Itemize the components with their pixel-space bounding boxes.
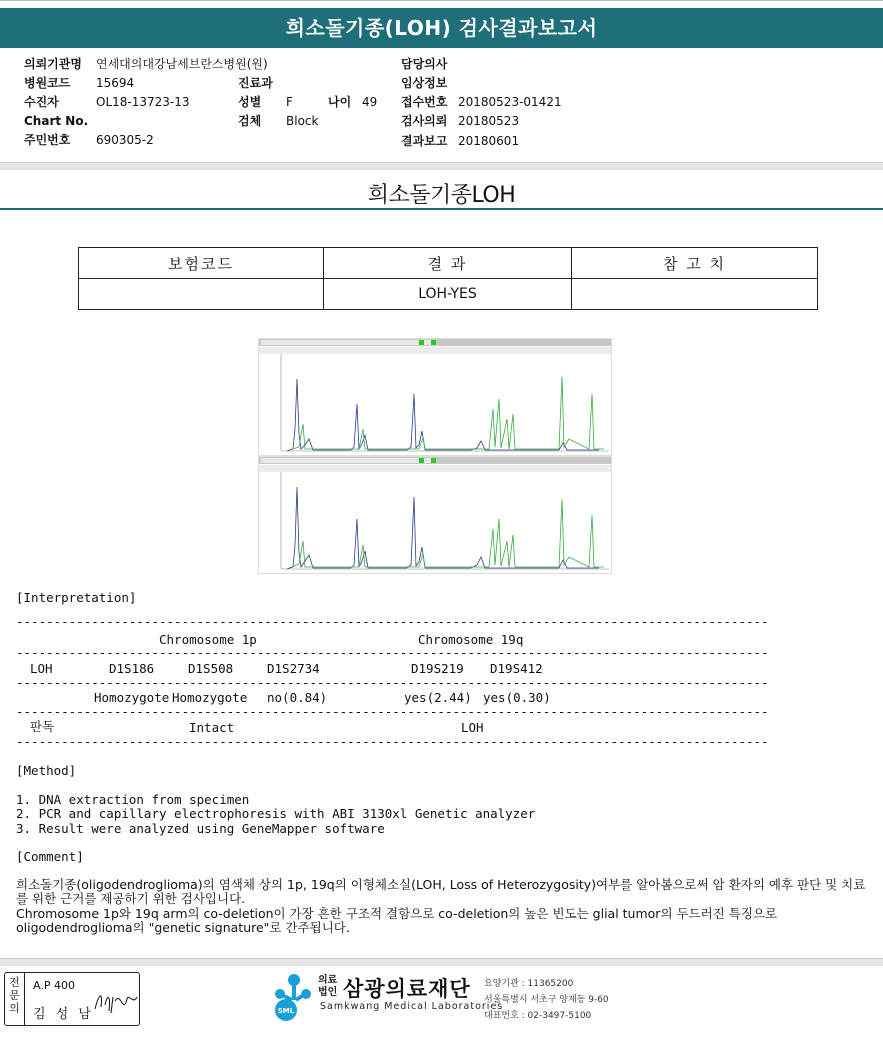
- marker-d1s186: D1S186: [109, 661, 155, 676]
- signature-side-label: 전문의: [5, 973, 25, 1025]
- cell-insurance-code: [79, 279, 324, 310]
- value-specimen: Block: [286, 114, 319, 128]
- logo-text: SML: [277, 1007, 295, 1015]
- label-department: 진료과: [238, 76, 273, 90]
- section-title: 희소돌기종LOH: [367, 183, 516, 208]
- result-d19s219: yes(2.44): [404, 690, 472, 705]
- comment-paragraph-2: Chromosome 1p와 19q arm의 co-deletion이 가장 흔한 구조적 결함으로 co-deletion의 높은 빈도는 glial tumor의 두드러진 특징으로 oligodendroglioma의 "genetic signature"로 간주됩니다.: [16, 906, 778, 935]
- contact-phone: 대표번호 : 02-3497-5100: [484, 1011, 592, 1021]
- label-report-date: 결과보고: [401, 134, 448, 148]
- label-specimen: 검체: [238, 114, 262, 128]
- label-patient: 수진자: [24, 95, 59, 109]
- label-clinical-info: 임상정보: [401, 76, 448, 90]
- marker-d19s412: D19S412: [490, 661, 543, 676]
- value-sex: F: [286, 95, 293, 109]
- label-age: 나이: [328, 95, 352, 109]
- verdict-label: 판독: [30, 719, 55, 734]
- value-report-date: 20180601: [458, 134, 520, 148]
- header-result: 결 과: [324, 248, 572, 279]
- brand-english-name: Samkwang Medical Laboratories: [320, 1001, 504, 1012]
- value-accession-no: 20180523-01421: [458, 95, 562, 109]
- verdict-1p: Intact: [189, 720, 235, 735]
- method-item-1: 1. DNA extraction from specimen: [16, 792, 250, 807]
- verdict-19q: LOH: [461, 720, 484, 735]
- label-sex: 성별: [238, 95, 262, 109]
- value-hospital-code: 15694: [96, 76, 135, 90]
- label-request-date: 검사의뢰: [401, 114, 448, 128]
- patient-info-col1: [24, 55, 268, 150]
- header-reference: 참 고 치: [572, 248, 818, 279]
- value-patient: OL18-13723-13: [96, 95, 190, 109]
- rule-1: ----------------------------------------------------------------------------------------------------: [16, 614, 769, 629]
- rule-3: ----------------------------------------------------------------------------------------------------: [16, 675, 769, 690]
- signature-name: 김 성 남: [33, 1007, 94, 1022]
- label-doctor: 담당의사: [401, 57, 448, 71]
- value-age: 49: [362, 95, 378, 109]
- label-chart-no: Chart No.: [24, 114, 89, 128]
- contact-info: [484, 976, 609, 1024]
- contact-address: 서울특별시 서초구 양재동 9-60: [484, 995, 609, 1005]
- header-insurance-code: 보험코드: [79, 248, 324, 279]
- method-item-2: 2. PCR and capillary electrophoresis with ABI 3130xl Genetic analyzer: [16, 806, 536, 821]
- header-separator: [0, 162, 883, 170]
- label-resident-no: 주민번호: [24, 133, 71, 147]
- signature-license: A.P 400: [33, 979, 75, 992]
- chromosome-19q-label: Chromosome 19q: [418, 632, 524, 647]
- rule-2: ----------------------------------------------------------------------------------------------------: [16, 645, 769, 660]
- cell-reference: [572, 279, 818, 310]
- result-d19s412: yes(0.30): [483, 690, 551, 705]
- patient-info-col2: [238, 74, 377, 131]
- interpretation-heading: [Interpretation]: [16, 590, 137, 605]
- method-heading: [Method]: [16, 763, 77, 778]
- marker-d1s2734: D1S2734: [267, 661, 320, 676]
- method-item-3: 3. Result were analyzed using GeneMapper software: [16, 821, 385, 836]
- rule-5: ----------------------------------------------------------------------------------------------------: [16, 734, 769, 749]
- signature-box: [4, 972, 140, 1026]
- value-resident-no: 690305-2: [96, 133, 154, 147]
- electropherogram-top: [258, 338, 612, 456]
- label-institution: 의뢰기관명: [24, 57, 82, 71]
- marker-d1s508: D1S508: [188, 661, 234, 676]
- result-d1s2734: no(0.84): [267, 690, 328, 705]
- value-institution: 연세대의대강남세브란스병원(원): [96, 57, 268, 71]
- result-d1s186: Homozygote: [94, 690, 170, 705]
- brand-name: 삼광의료재단: [343, 977, 471, 1001]
- result-table: [78, 247, 818, 310]
- handwritten-signature-icon: [93, 987, 139, 1021]
- top-border: [0, 0, 883, 8]
- brand-prefix: 의료 법인: [318, 975, 338, 998]
- label-accession-no: 접수번호: [401, 95, 448, 109]
- marker-d19s219: D19S219: [411, 661, 464, 676]
- rule-4: ----------------------------------------------------------------------------------------------------: [16, 704, 769, 719]
- value-request-date: 20180523: [458, 114, 520, 128]
- label-hospital-code: 병원코드: [24, 76, 71, 90]
- electropherogram-bottom: [258, 456, 612, 574]
- result-d1s508: Homozygote: [172, 690, 248, 705]
- section-underline: [0, 208, 883, 210]
- patient-info-col3: [401, 55, 562, 151]
- contact-institution-no: 요양기관 : 11365200: [484, 979, 574, 989]
- footer-separator: [0, 958, 883, 966]
- comment-heading: [Comment]: [16, 849, 84, 864]
- report-title: 희소돌기종(LOH) 검사결과보고서: [0, 8, 883, 48]
- cell-result: LOH-YES: [324, 279, 572, 310]
- loh-row-label: LOH: [30, 661, 53, 676]
- comment-paragraph-1: 희소돌기종(oligodendroglioma)의 염색체 상의 1p, 19q의 이형체소실(LOH, Loss of Heterozygosity)여부를 알아봄으로써 암 환자의 예후 판단 및 치료를 위한 근거를 제공하기 위한 검사입니다.: [16, 877, 866, 906]
- sml-logo-icon: [270, 972, 316, 1026]
- chromosome-1p-label: Chromosome 1p: [159, 632, 257, 647]
